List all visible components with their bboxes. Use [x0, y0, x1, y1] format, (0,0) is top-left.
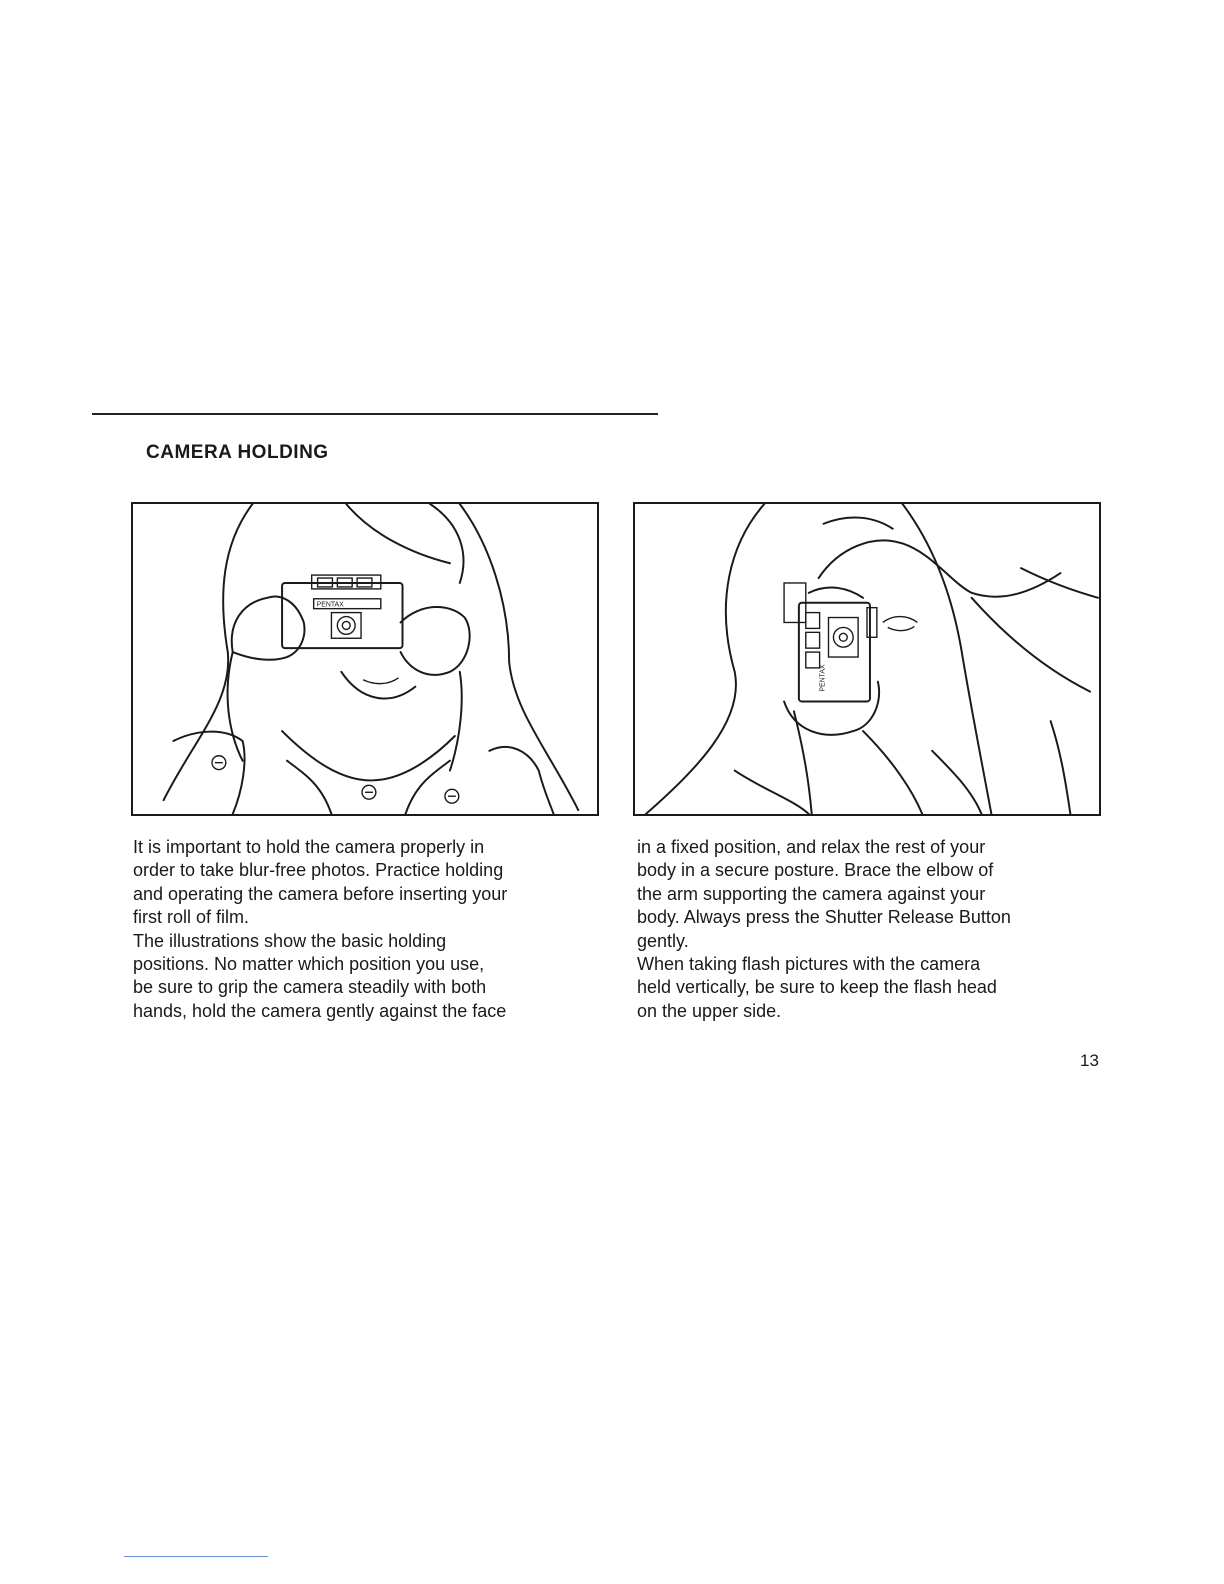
camera-brand-label: PENTAX: [819, 664, 827, 692]
body-line: body in a secure posture. Brace the elbow of: [637, 860, 994, 881]
body-line: hands, hold the camera gently against the face: [133, 1000, 507, 1021]
body-line: gently.: [637, 930, 689, 951]
body-line: on the upper side.: [637, 1000, 782, 1021]
section-heading: CAMERA HOLDING: [146, 442, 329, 463]
body-line: in a fixed position, and relax the rest of your: [637, 837, 986, 857]
body-line: be sure to grip the camera steadily with both: [133, 977, 487, 998]
body-line: The illustrations show the basic holding: [133, 930, 447, 951]
body-line: order to take blur-free photos. Practice holding: [133, 860, 504, 881]
body-text-right-column: [637, 836, 1099, 1023]
body-line: held vertically, be sure to keep the flash head: [637, 977, 997, 998]
illustration-horizontal-hold: [131, 502, 599, 816]
camera-brand-label: PENTAX: [316, 601, 344, 609]
body-line: It is important to hold the camera properly in: [133, 837, 485, 857]
body-line: the arm supporting the camera against your: [637, 883, 986, 904]
vertical-hold-drawing: [635, 504, 1099, 814]
body-text-left-column: [133, 836, 595, 1023]
body-line: first roll of film.: [133, 907, 250, 928]
header-rule: [92, 413, 658, 415]
horizontal-hold-drawing: [133, 504, 597, 814]
body-line: When taking flash pictures with the camera: [637, 954, 981, 975]
illustration-vertical-hold: [633, 502, 1101, 816]
body-line: positions. No matter which position you use,: [133, 954, 485, 975]
body-line: and operating the camera before inserting your: [133, 883, 508, 904]
page-number: 13: [1080, 1051, 1099, 1070]
body-line: body. Always press the Shutter Release Button: [637, 907, 1011, 928]
footer-rule: [124, 1556, 268, 1557]
